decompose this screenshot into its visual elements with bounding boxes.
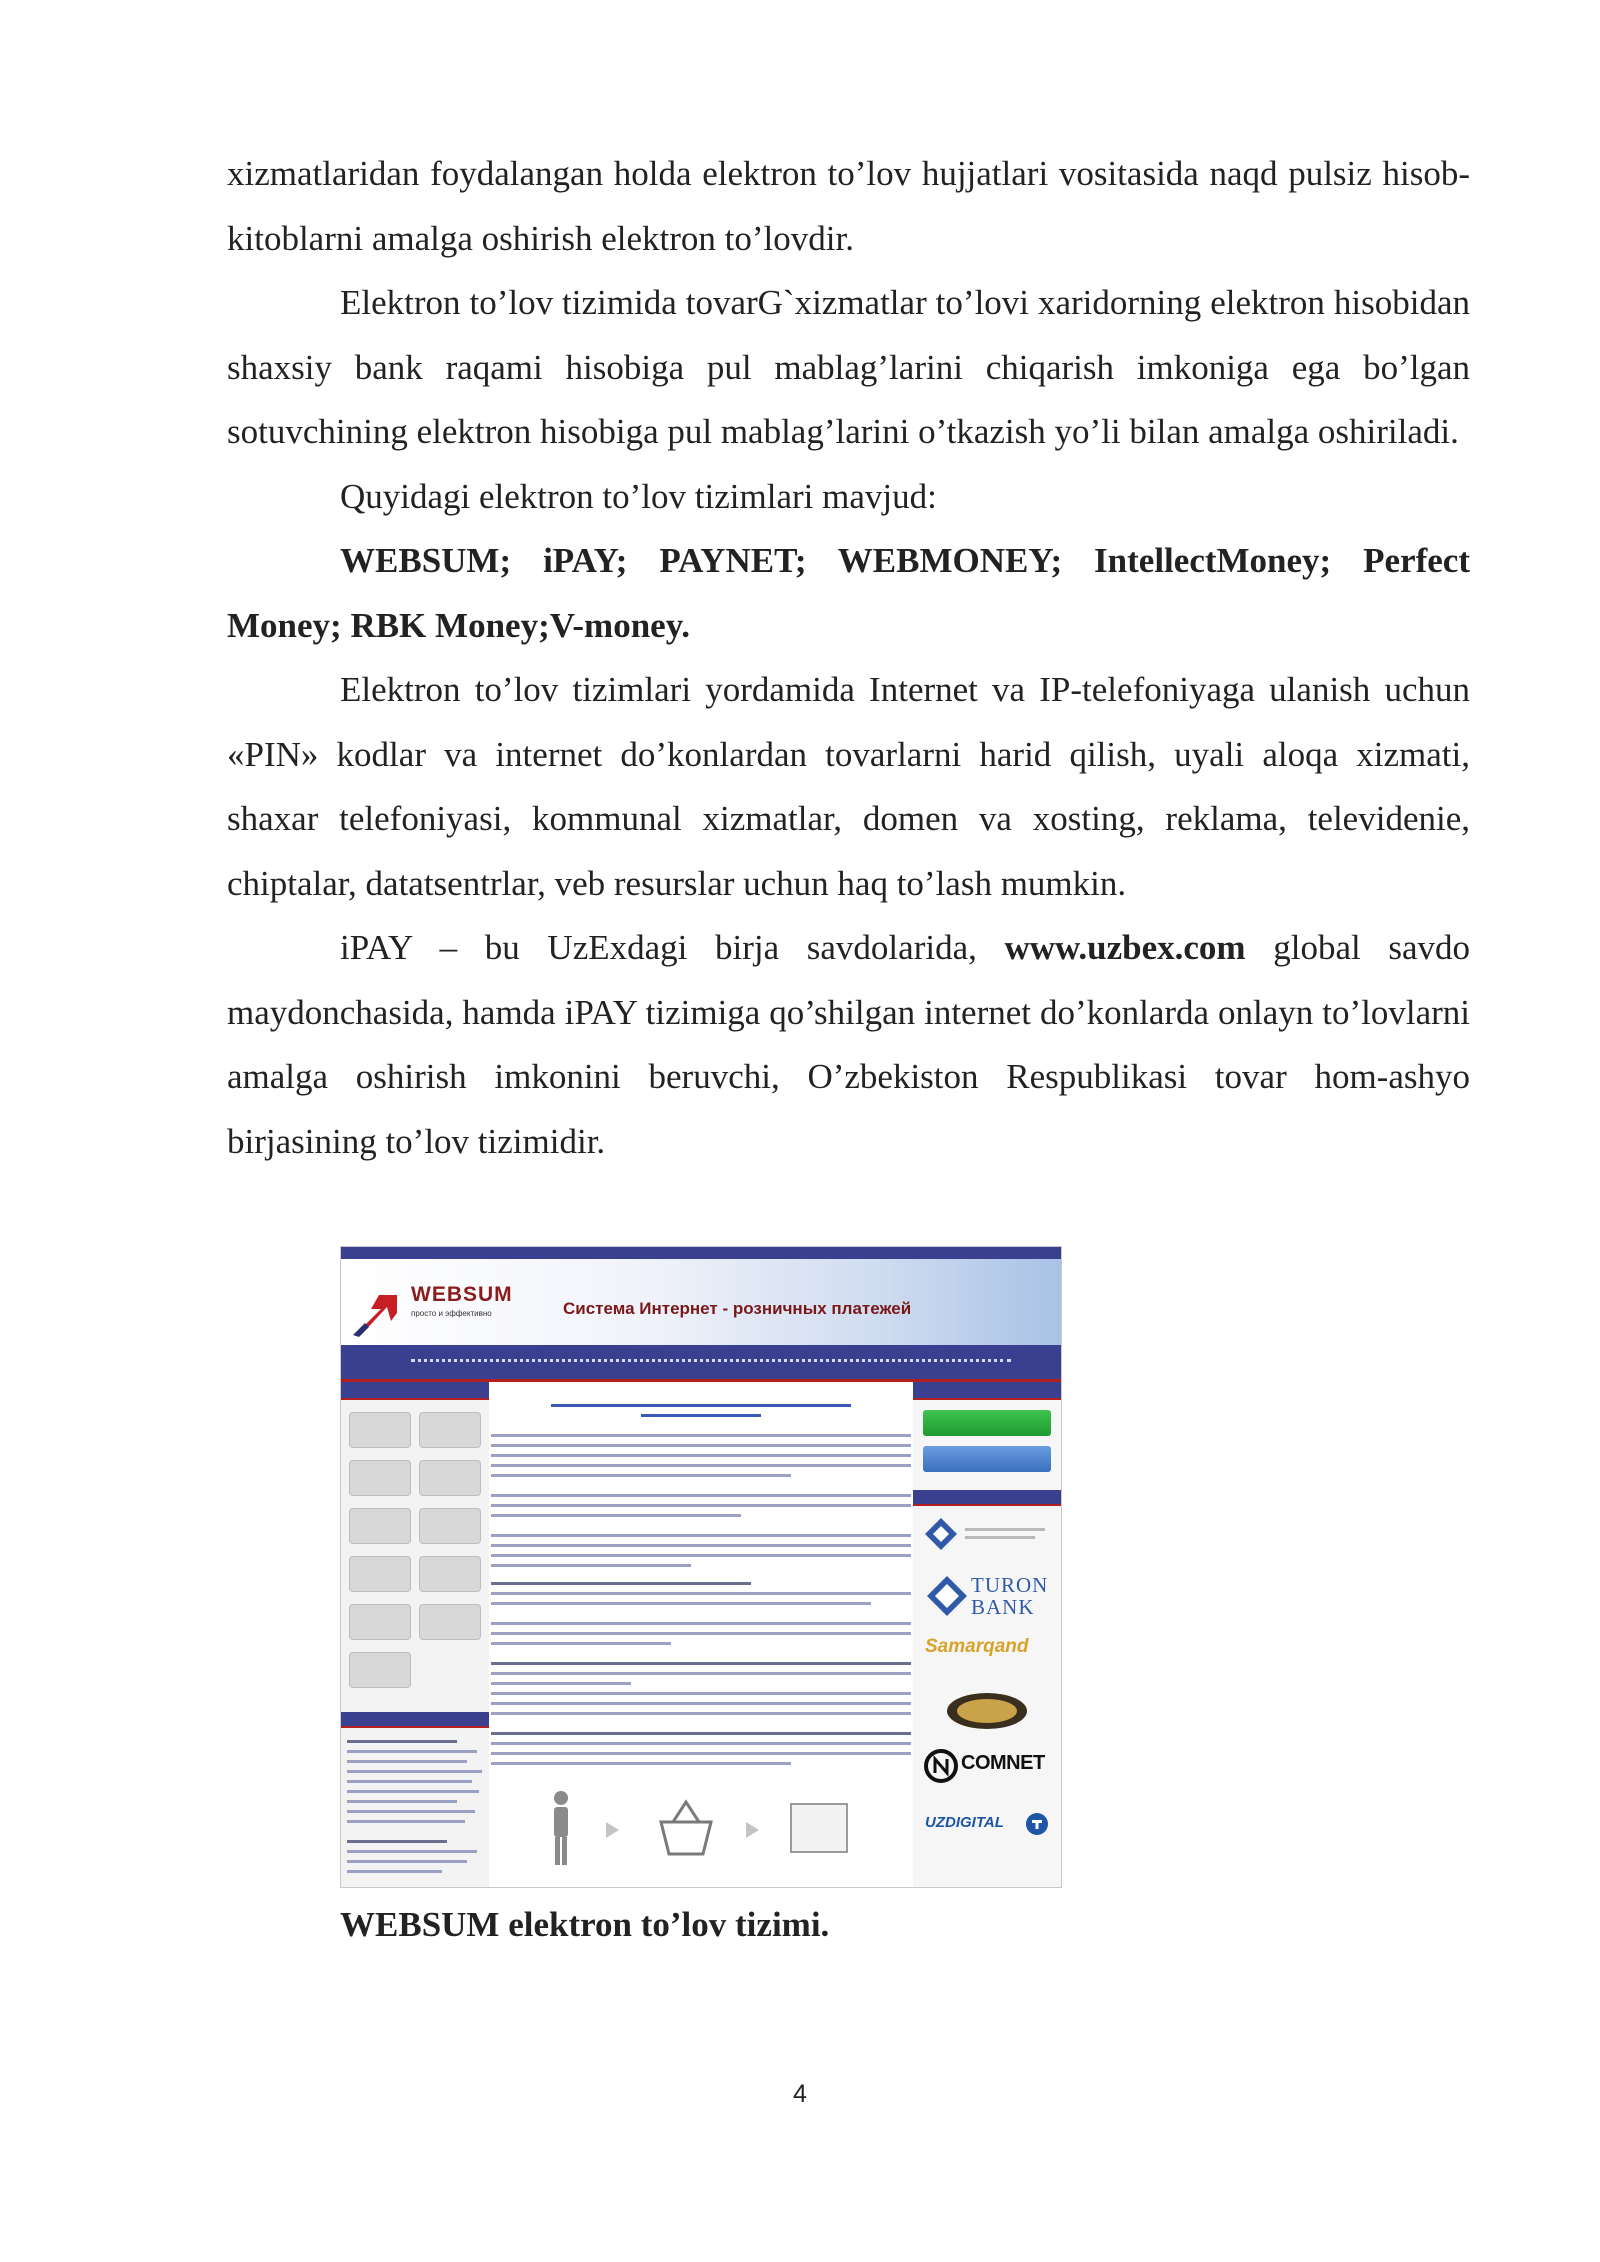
- text-line: [491, 1712, 911, 1715]
- service-button: [349, 1460, 411, 1496]
- site-top-strip: [341, 1247, 1061, 1259]
- uzbex-link[interactable]: www.uzbex.com: [1004, 928, 1246, 967]
- partners-header: [913, 1490, 1061, 1506]
- comnet-icon: [923, 1748, 959, 1784]
- receipt-icon: [791, 1804, 847, 1852]
- text-line: [491, 1682, 631, 1685]
- register-button[interactable]: [923, 1410, 1051, 1436]
- shopping-basket-icon: [661, 1802, 711, 1854]
- subheading-line: [491, 1582, 751, 1585]
- paragraph-ipay: [227, 916, 1470, 1174]
- news-line: [347, 1770, 482, 1773]
- news-line: [347, 1860, 467, 1863]
- site-right-column: [913, 1382, 1061, 1887]
- partner-logo-emblem: [921, 1687, 1053, 1735]
- news-line: [347, 1850, 477, 1853]
- text-line: [491, 1592, 911, 1595]
- news-line: [347, 1840, 447, 1843]
- news-line: [347, 1790, 479, 1793]
- text-line: [491, 1632, 911, 1635]
- service-button: [419, 1556, 481, 1592]
- text-line: [491, 1554, 911, 1557]
- news-line: [347, 1760, 467, 1763]
- news-line: [347, 1820, 465, 1823]
- news-line: [347, 1780, 472, 1783]
- text-line: [491, 1504, 911, 1507]
- text-line: [491, 1534, 911, 1537]
- text-line: [491, 1752, 911, 1755]
- service-button: [419, 1604, 481, 1640]
- body-text: [227, 142, 1470, 1174]
- text-line: [491, 1474, 791, 1477]
- websum-logo-icon: [351, 1289, 399, 1337]
- left-column-header: [341, 1382, 489, 1400]
- paragraph-systems-list: WEBSUM; iPAY; PAYNET; WEBMONEY; IntellectMoney; Perfect Money; RBK Money;V-money.: [227, 541, 1470, 645]
- left-news-header: [341, 1712, 489, 1728]
- text-line: [491, 1454, 911, 1457]
- ipay-text-after: global savdo maydonchasida, hamda iPAY tizimiga qo’shilgan internet do’konlarda onlayn to’lovlarni amalga oshirish imkonini beruvchi, O’zbekiston Respublikasi tovar hom-ashyo birjasining to’lov tizimidir.: [227, 928, 1471, 1161]
- paragraph-usage: Elektron to’lov tizimlari yordamida Internet va IP-telefoniyaga ulanish uchun «PIN» kodlar va internet do’konlardan tovarlarni harid qilish, uyali aloqa xizmati, shaxar telefoniyasi, kommunal xizmatlar, domen va xosting, reklama, televidenie, chiptalar, datatsentrlar, veb resurslar uchun haq to’lash mumkin.: [227, 670, 1470, 903]
- news-line: [347, 1800, 457, 1803]
- text-line: [491, 1564, 691, 1567]
- text-line: [491, 1742, 911, 1745]
- welcome-line: [641, 1414, 761, 1417]
- text-line: [491, 1494, 911, 1497]
- site-nav-bar: [341, 1345, 1061, 1382]
- paragraph-systems-intro: Quyidagi elektron to’lov tizimlari mavjud:: [340, 476, 937, 516]
- right-column-header: [913, 1382, 1061, 1400]
- news-line: [347, 1810, 475, 1813]
- site-header: [341, 1259, 1061, 1345]
- site-main-column: [491, 1382, 911, 1887]
- uzdigital-tv-icon: [1025, 1812, 1049, 1836]
- text-line: [491, 1544, 911, 1547]
- partner-logo-uzex: [921, 1514, 1053, 1562]
- paragraph-continuation: xizmatlaridan foydalangan holda elektron to’lov hujjatlari vositasida naqd pulsiz hisob-kitoblarni amalga oshirish elektron to’lovdir.: [227, 154, 1470, 258]
- turon-bank-text: TURON BANK: [971, 1573, 1049, 1619]
- person-icon: [554, 1791, 568, 1865]
- service-button: [349, 1556, 411, 1592]
- samarqand-logo-text: Samarqand: [925, 1636, 1029, 1657]
- service-button: [349, 1508, 411, 1544]
- page-number: 4: [793, 2080, 807, 2108]
- text-line: [491, 1642, 671, 1645]
- websum-logo-text: WEBSUM: [411, 1283, 513, 1306]
- service-button: [419, 1508, 481, 1544]
- text-line: [491, 1732, 911, 1735]
- emblem-logo-icon: [921, 1687, 1053, 1735]
- text-line: [491, 1672, 911, 1675]
- partner-logo-samarqand: [921, 1632, 1053, 1680]
- uzdigital-logo-text: UZDIGITAL: [925, 1814, 1004, 1831]
- text-line: [491, 1444, 911, 1447]
- turon-bank-icon: [925, 1574, 969, 1618]
- figure-caption: WEBSUM elektron to’lov tizimi.: [340, 1905, 830, 1944]
- text-line: [491, 1692, 911, 1695]
- login-button[interactable]: [923, 1446, 1051, 1472]
- partner-logo-turon-bank: [921, 1572, 1053, 1620]
- websum-screenshot-figure: [340, 1246, 1062, 1888]
- news-line: [347, 1870, 442, 1873]
- paragraph-payment-process: Elektron to’lov tizimida tovarG`xizmatlar to’lovi xaridorning elektron hisobidan shaxsiy bank raqami hisobiga pul mablag’larini chiqarish imkoniga ega bo’lgan sotuvchining elektron hisobiga pul mablag’larini o’tkazish yo’li bilan amalga oshiriladi.: [227, 283, 1470, 451]
- partner-logo-uzdigital: [921, 1802, 1053, 1850]
- comnet-logo-text: COMNET: [961, 1752, 1045, 1774]
- websum-logo-tagline: просто и эффективно: [411, 1309, 492, 1318]
- purchase-process-illustration: [521, 1782, 881, 1872]
- site-left-column: [341, 1382, 489, 1887]
- service-button: [419, 1412, 481, 1448]
- nav-items-blurred: [411, 1359, 1011, 1366]
- news-line: [347, 1740, 457, 1743]
- text-line: [491, 1602, 871, 1605]
- uzex-logo-icon: [921, 1514, 1053, 1562]
- text-line: [491, 1702, 911, 1705]
- service-button: [419, 1460, 481, 1496]
- partner-logo-comnet: [921, 1744, 1053, 1792]
- text-line: [491, 1514, 741, 1517]
- text-line: [491, 1434, 911, 1437]
- ipay-text-before: iPAY – bu UzExdagi birja savdolarida,: [340, 928, 1005, 967]
- text-line: [491, 1464, 911, 1467]
- news-line: [347, 1750, 477, 1753]
- text-line: [491, 1622, 911, 1625]
- text-line: [491, 1662, 911, 1665]
- welcome-line: [551, 1404, 851, 1407]
- site-slogan: Система Интернет - розничных платежей: [563, 1299, 912, 1318]
- text-line: [491, 1762, 791, 1765]
- service-button: [349, 1652, 411, 1688]
- service-button: [349, 1604, 411, 1640]
- service-button: [349, 1412, 411, 1448]
